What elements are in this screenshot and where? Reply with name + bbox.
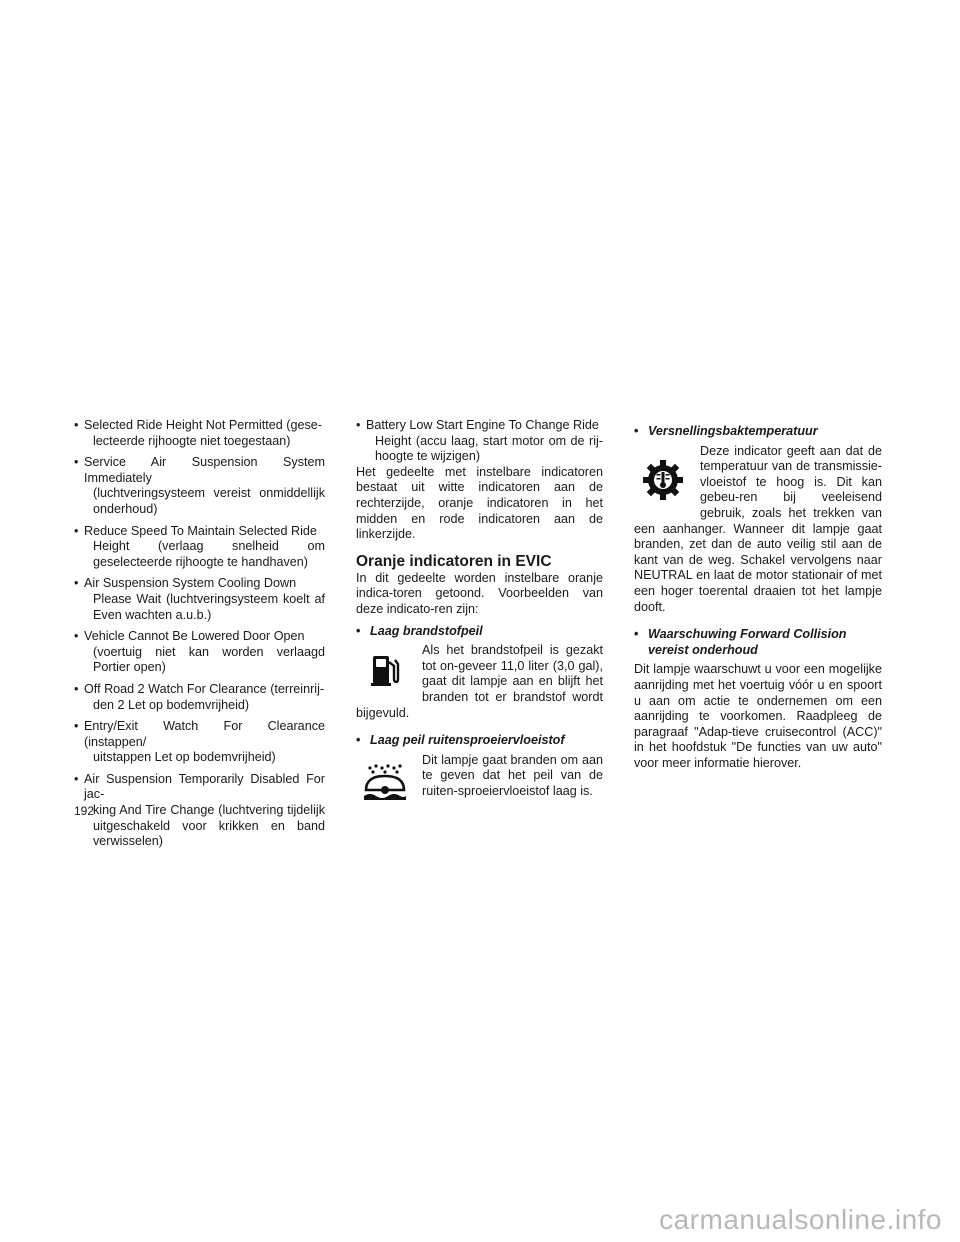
list-item: • Selected Ride Height Not Permitted (gese- lecteerde rijhoogte niet toegestaan) [74,418,325,449]
intro-paragraph: Het gedeelte met instelbare indicatoren bestaat uit witte indicatoren aan de rechterzijde, oranje indicatoren in het midden en rode indicatoren aan de linkerzijde. [356,464,603,542]
page-number: 192 [74,804,95,818]
transmission-temperature-icon [634,444,692,516]
list-item: • Air Suspension Temporarily Disabled For jac- king And Tire Change (luchtvering tijdelijk uitgeschakeld voor krikken en band verwisselen) [74,772,325,850]
fcw-text: Dit lampje waarschuwt u voor een mogelijke aanrijding met het voertuig vóór u en spoort u aan om actie te ondernemen om een aanrijding te voorkomen. Raadpleeg de paragraaf "Adap-tieve cruisecontrol (ACC)" in het hoofdstuk "De functies van uw auto" voor meer informatie hierover. [634,662,882,770]
section-intro: In dit gedeelte worden instelbare oranje indica-toren getoond. Voorbeelden van deze indicato-ren zijn: [356,570,603,616]
section-title: Oranje indicatoren in EVIC [356,552,552,570]
list-item: • Entry/Exit Watch For Clearance (instappen/ uitstappen Let op bodemvrijheid) [74,719,325,766]
list-item: • Vehicle Cannot Be Lowered Door Open (voertuig niet kan worden verlaagd Portier open) [74,629,325,676]
list-item: • Battery Low Start Engine To Change Ride Height (accu laag, start motor om de rij-hoogte te wijzigen) [356,418,603,465]
column-left [74,418,325,856]
list-item: • Off Road 2 Watch For Clearance (terreinrij- den 2 Let op bodemvrijheid) [74,682,325,713]
column-right [634,418,882,777]
washer-heading: • Laag peil ruitensproeiervloeistof [356,733,603,749]
transmission-heading: • Versnellingsbaktemperatuur [634,424,882,440]
watermark: carmanualsonline.info [659,1204,942,1235]
fuel-pump-icon [356,643,414,697]
list-item: • Service Air Suspension System Immediately (luchtveringsysteem vereist onmiddellijk onderhoud) [74,455,325,517]
list-item: • Reduce Speed To Maintain Selected Ride Height (verlaag snelheid om geselecteerde rijhoogte te handhaven) [74,524,325,571]
list-item: • Air Suspension System Cooling Down Please Wait (luchtveringsysteem koelt af Even wachten a.u.b.) [74,576,325,623]
washer-text: Dit lampje gaat branden om aan te geven dat het peil van de ruiten-sproeiervloeistof laag is. [422,752,603,798]
column-middle [356,418,603,811]
fcw-heading: • Waarschuwing Forward Collision vereist onderhoud [634,627,882,658]
fuel-heading: • Laag brandstofpeil [356,624,603,640]
transmission-text: Deze indicator geeft aan dat de temperatuur van de transmissie-vloeistof te hoog is. Dit kan gebeu-ren bij veeleisend gebruik, zoals het trekken van een aanhanger. Wanneer dit lampje gaat branden, zet dan de auto veilig stil aan de kant van de weg. Schakel vervolgens naar NEUTRAL en laat de motor stationair of met een hoger toerental draaien tot het lampje dooft. [634,443,882,614]
fuel-text: Als het brandstofpeil is gezakt tot on-geveer 11,0 liter (3,0 gal), gaat dit lampje aan en blijft het branden tot er brandstof wordt bijgevuld. [356,643,603,720]
washer-fluid-icon [356,753,414,811]
